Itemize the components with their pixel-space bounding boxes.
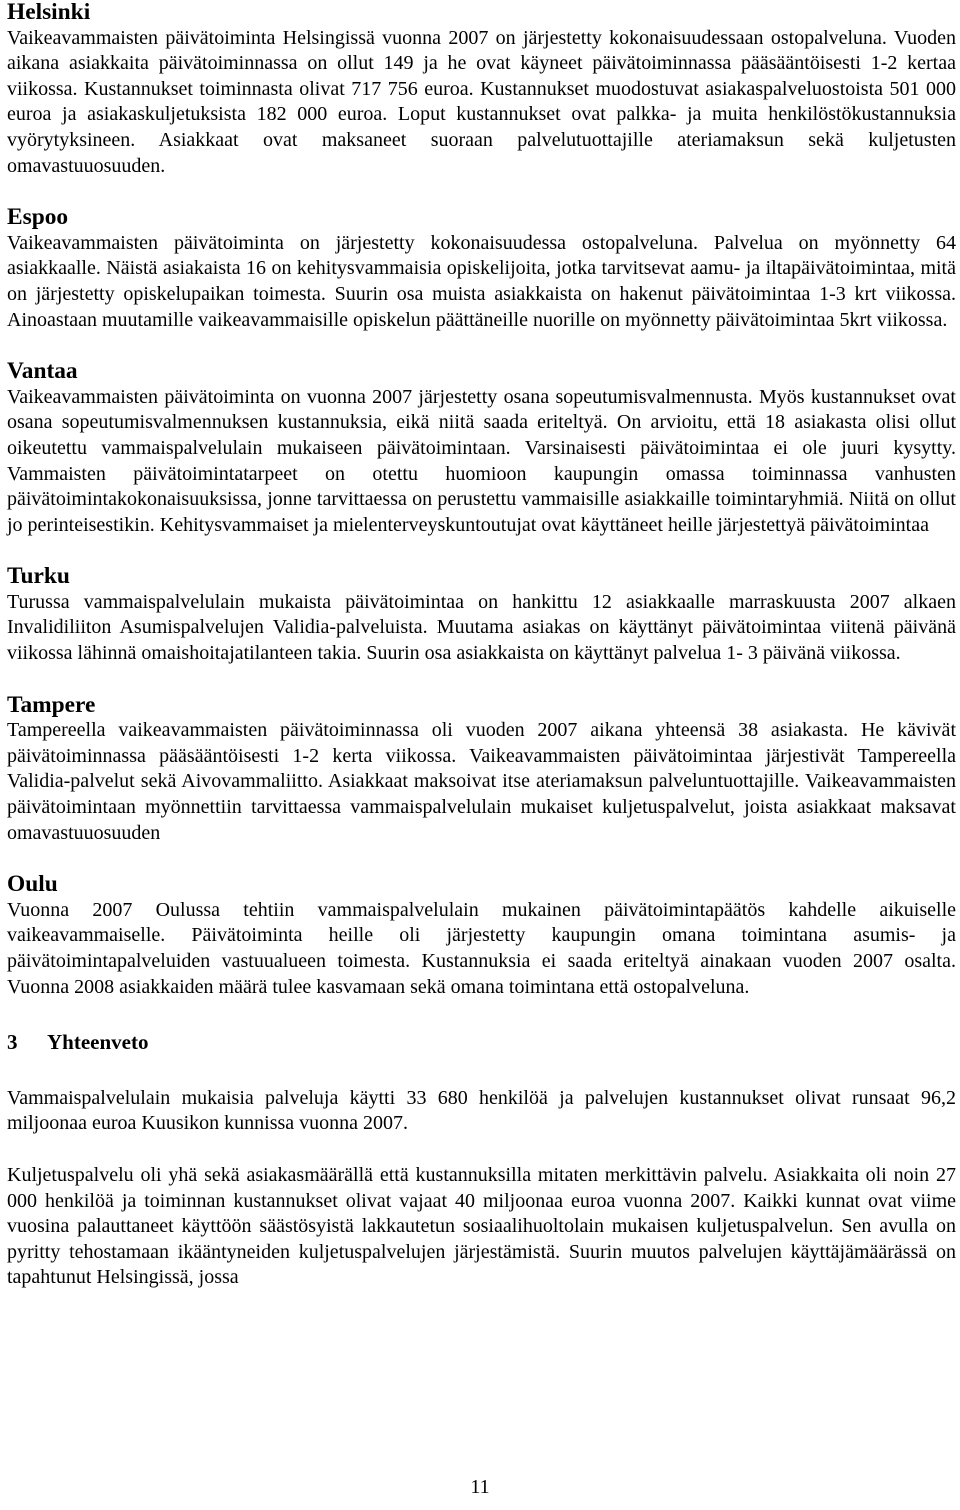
page-number: 11 — [470, 1476, 490, 1498]
section-title-espoo: Espoo — [7, 204, 69, 231]
section-vantaa — [7, 359, 956, 538]
section-paragraph-turku: Turussa vammaispalvelulain mukaista päivätoimintaa on hankittu 12 asiakkaalle marraskuusta 2007 alkaen Invalidiliiton Asumispalvelujen Validia-palveluista. Muutama asiakas on käyttänyt päivätoimintaa viitenä päivänä viikossa lähinnä omaishoitajatilanteen takia. Suurin osa asiakkaista on käyttänyt palvelua 1- 3 päivänä viikossa. — [7, 590, 956, 665]
section-paragraph-oulu: Vuonna 2007 Oulussa tehtiin vammaispalvelulain mukainen päivätoimintapäätös kahdelle aikuiselle vaikeavammaiselle. Päivätoiminta heille oli järjestetty kaupungin omana toimintana asumis- ja päivätoimintapalveluiden vastuualueen toimesta. Kustannuksia ei saada eriteltyä ainakaan vuoden 2007 osalta. Vuonna 2008 asiakkaiden määrä tulee kasvamaan sekä omana toimintana että ostopalveluna. — [7, 898, 956, 998]
section-paragraph-tampere: Tampereella vaikeavammaisten päivätoiminnassa oli vuoden 2007 aikana yhteensä 38 asiakasta. He kävivät päivätoiminnassa pääsääntöisesti 1-2 kerta viikossa. Vaikeavammaisten päivätoimintaa järjestivät Tampereella Validia-palvelut sekä Aivovammaliitto. Asiakkaat maksoivat itse ateriamaksun palveluntuottajille. Vaikeavammaisten päivätoimintaan myönnettiin tarvittaessa vammaispalvelulain mukaiset kuljetuspalvelut, joista asiakkaat maksavat omavastuuosuuden — [7, 719, 956, 844]
section-paragraph-helsinki: Vaikeavammaisten päivätoiminta Helsingissä vuonna 2007 on järjestetty kokonaisuudessaan ostopalveluna. Vuoden aikana asiakkaita päivätoiminnassa on ollut 149 ja he ovat käyneet päivätoiminnassa pääsääntöisesti 1-2 kertaa viikossa. Kustannukset toiminnasta olivat 717 756 euroa. Kustannukset muodostuvat asiakaspalveluostoista 501 000 euroa ja asiakaskuljetuksista 182 000 euroa. Loput kustannukset ovat palkka- ja muita henkilöstökustannuksia vyörytyksineen. Asiakkaat ovat maksaneet suoraan palvelutuottajille ateriamaksun sekä kuljetusten omavastuuosuuden. — [7, 26, 956, 177]
section-helsinki — [7, 0, 956, 179]
section-title-oulu: Oulu — [7, 871, 58, 898]
section-oulu — [7, 872, 956, 1000]
section-title-turku: Turku — [7, 563, 70, 590]
document-page — [7, 0, 956, 1291]
section-paragraph-espoo: Vaikeavammaisten päivätoiminta on järjestetty kokonaisuudessa ostopalveluna. Palvelua on myönnetty 64 asiakkaalle. Näistä asiakaista 16 on kehitysvammaisia opiskelijoita, jotka tarvitsevat aamu- ja iltapäivätoimintaa, mitä on järjestetty opiskelupaikan toimesta. Suurin osa muista asiakkaista on hakenut päivätoimintaa 1-3 krt viikossa. Ainoastaan muutamille vaikeavammaisille opiskelun päättäneille nuorille on myönnetty päivätoimintaa 5krt viikossa. — [7, 231, 956, 331]
chapter-heading — [7, 1030, 956, 1056]
chapter-title: Yhteenveto — [47, 1030, 149, 1055]
section-tampere — [7, 693, 956, 847]
section-title-vantaa: Vantaa — [7, 358, 78, 385]
section-paragraph-vantaa: Vaikeavammaisten päivätoiminta on vuonna 2007 järjestetty osana sopeutumisvalmennusta. Myös kustannukset ovat osana sopeutumisvalmennuksen kustannuksia, eikä niitä saada eriteltyä. On arvioitu, että 18 asiakasta olisi ollut oikeutettu vammaispalvelulain mukaiseen päivätoimintaan. Varsinaisesti päivätoimintaa ei ole juuri kysytty. Vammaisten päivätoimintatarpeet on otettu huomioon kaupungin omassa toiminnassa vanhusten päivätoimintakokonaisuuksissa, jonne tarvittaessa on perustettu vammaisille asiakkaille toimintaryhmiä. Niitä on ollut jo perinteisestikin. Kehitysvammaiset ja mielenterveyskuntoutujat ovat käyttäneet heille järjestettyä päivätoimintaa — [7, 385, 956, 536]
section-turku — [7, 564, 956, 666]
section-title-helsinki: Helsinki — [7, 0, 91, 25]
section-title-tampere: Tampere — [7, 691, 96, 718]
chapter-number: 3 — [7, 1030, 18, 1055]
section-espoo — [7, 205, 956, 333]
chapter-paragraph: Kuljetuspalvelu oli yhä sekä asiakasmäärällä että kustannuksilla mitaten merkittävin palvelu. Asiakkaita oli noin 27 000 henkilöä ja toiminnan kustannukset olivat vajaat 40 miljoonaa euroa vuonna 2007. Kaikki kunnat ovat viime vuosina palauttaneet käyttöön säästösyistä lakkautetun sosiaalihuoltolain mukaisen kuljetuspalvelun. Sen avulla on pyritty tehostamaan ikääntyneiden kuljetuspalvelujen järjestämistä. Suurin muutos palvelujen käyttäjämäärässä on tapahtunut Helsingissä, jossa — [7, 1163, 956, 1289]
chapter-paragraph: Vammaispalvelulain mukaisia palveluja käytti 33 680 henkilöä ja palvelujen kustannukset olivat runsaat 96,2 miljoonaa euroa Kuusikon kunnissa vuonna 2007. — [7, 1086, 956, 1135]
